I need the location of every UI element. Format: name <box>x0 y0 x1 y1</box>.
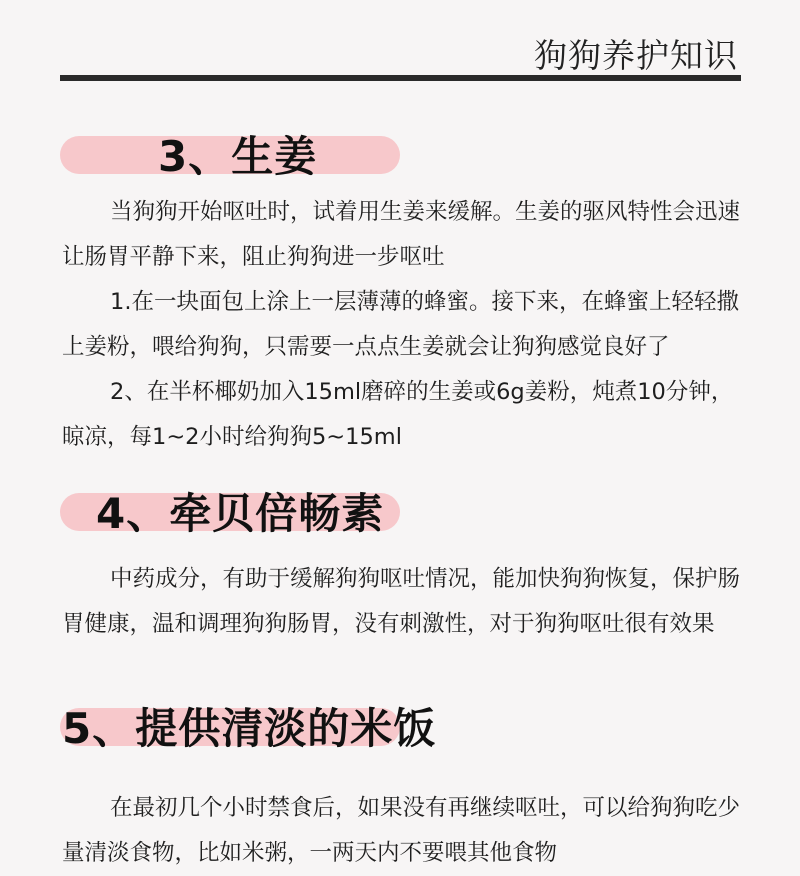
section-heading-ginger <box>0 116 800 186</box>
paragraph: 1.在一块面包上涂上一层薄薄的蜂蜜。接下来，在蜂蜜上轻轻撒上姜粉，喂给狗狗，只需要一点点生姜就会让狗狗感觉良好了 <box>62 289 739 360</box>
header-divider <box>60 75 741 81</box>
section-title: 3、生姜 <box>158 132 318 181</box>
paragraph: 当狗狗开始呕吐时，试着用生姜来缓解。生姜的驱风特性会迅速让肠胃平静下来，阻止狗狗进一步呕吐 <box>62 199 741 270</box>
section-heading-rice <box>0 688 800 758</box>
paragraph: 中药成分，有助于缓解狗狗呕吐情况，能加快狗狗恢复，保护肠胃健康，温和调理狗狗肠胃，没有刺激性，对于狗狗呕吐很有效果 <box>62 566 741 637</box>
paragraph: 2、在半杯椰奶加入15ml磨碎的生姜或6g姜粉，炖煮10分钟，晾凉，每1~2小时给狗狗5~15ml <box>62 379 734 450</box>
paragraph: 在最初几个小时禁食后，如果没有再继续呕吐，可以给狗狗吃少量清淡食物，比如米粥，一两天内不要喂其他食物 <box>62 795 741 866</box>
page-title: 狗狗养护知识 <box>534 36 738 75</box>
section-title: 5、提供清淡的米饭 <box>62 704 437 753</box>
section-title: 4、牵贝倍畅素 <box>96 489 385 538</box>
section-heading-supplement <box>0 473 800 543</box>
